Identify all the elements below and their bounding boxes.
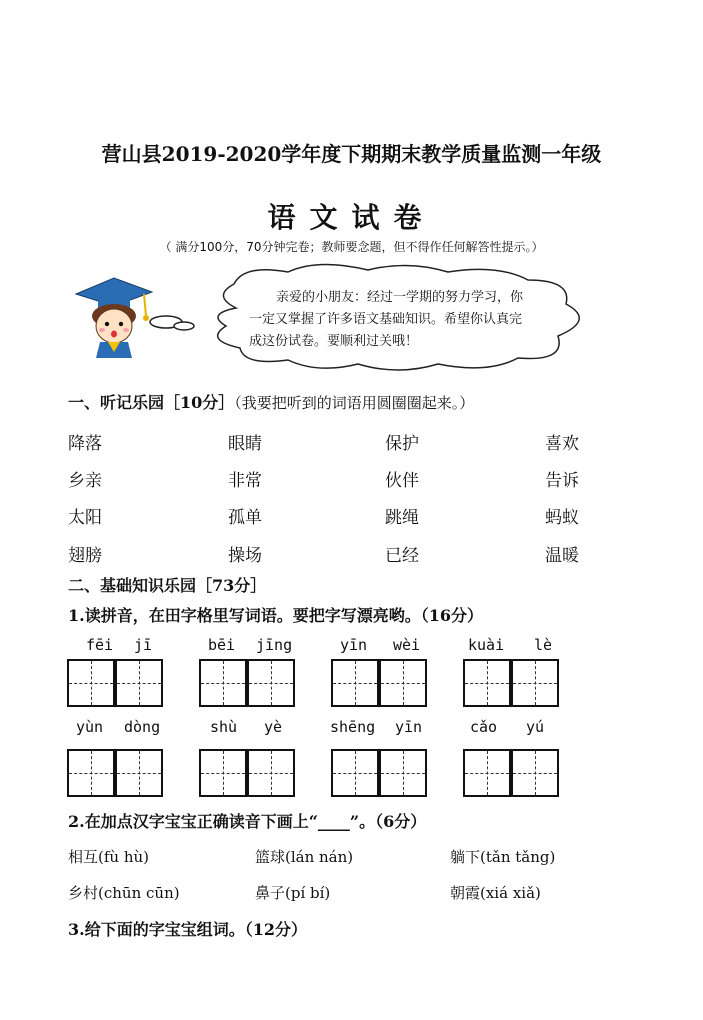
pinyin: yú xyxy=(526,718,545,736)
section-2-title: 二、基础知识乐园［73分］ xyxy=(68,576,267,595)
exam-subtitle: 语文试卷 xyxy=(267,201,436,234)
writing-grid-cell[interactable] xyxy=(331,749,379,797)
section-1-hint: （我要把听到的词语用圆圈圈起来。） xyxy=(234,394,475,412)
pinyin: kuài xyxy=(468,636,505,654)
word-4-1: 翅膀 xyxy=(68,546,102,566)
student-illustration xyxy=(72,272,156,358)
writing-grid-cell[interactable] xyxy=(247,659,295,707)
pinyin: lè xyxy=(534,636,553,654)
writing-grid-cell[interactable] xyxy=(463,659,511,707)
writing-grid-cell[interactable] xyxy=(511,749,559,797)
intro-line-1: 亲爱的小朋友：经过一学期的努力学习，你 xyxy=(276,290,524,305)
pinyin: jīng xyxy=(256,636,293,654)
word-4-2: 操场 xyxy=(228,546,262,566)
intro-line-2: 一定又掌握了许多语文基础知识。希望你认真完 xyxy=(249,312,523,327)
writing-grid-cell[interactable] xyxy=(247,749,295,797)
word-2-1: 乡亲 xyxy=(68,471,102,491)
reading-choice[interactable]: 乡村(chūn cūn) xyxy=(68,884,180,902)
writing-grid-cell[interactable] xyxy=(199,659,247,707)
pinyin: dòng xyxy=(124,718,161,736)
exam-note: （ 满分100分，70分钟完卷；教师要念题，但不得作任何解答性提示。） xyxy=(159,240,544,254)
word-3-2: 孤单 xyxy=(228,508,262,528)
word-2-2: 非常 xyxy=(228,471,262,491)
writing-grid-cell[interactable] xyxy=(379,749,427,797)
question-2: 2.在加点汉字宝宝正确读音下画上“____”。（6分） xyxy=(68,812,427,831)
word-3-1: 太阳 xyxy=(68,508,102,528)
word-4-3: 已经 xyxy=(385,546,419,566)
section-1-heading xyxy=(68,390,474,413)
pinyin: yùn xyxy=(76,718,104,736)
word-4-4: 温暖 xyxy=(545,546,579,566)
exam-title: 营山县2019-2020学年度下期期末教学质量监测一年级 xyxy=(101,142,602,166)
pinyin: jī xyxy=(134,636,153,654)
pinyin: yīn xyxy=(340,636,368,654)
word-1-2: 眼睛 xyxy=(228,434,262,454)
writing-grid-cell[interactable] xyxy=(115,749,163,797)
word-2-3: 伙伴 xyxy=(385,471,419,491)
pinyin: yīn xyxy=(395,718,423,736)
pinyin: fēi xyxy=(86,636,114,654)
word-1-3: 保护 xyxy=(385,434,419,454)
intro-line-3: 成这份试卷。要顺利过关哦！ xyxy=(249,334,419,349)
word-1-4: 喜欢 xyxy=(545,434,579,454)
reading-choice[interactable]: 相互(fù hù) xyxy=(68,848,150,866)
pinyin: cǎo xyxy=(470,718,498,736)
question-1: 1.读拼音，在田字格里写词语。要把字写漂亮哟。（16分） xyxy=(68,606,483,625)
writing-grid-cell[interactable] xyxy=(199,749,247,797)
question-3: 3.给下面的字宝宝组词。（12分） xyxy=(68,920,307,939)
writing-grid-cell[interactable] xyxy=(115,659,163,707)
reading-choice[interactable]: 朝霞(xiá xiǎ) xyxy=(450,884,541,902)
pinyin: yè xyxy=(264,718,283,736)
pinyin: wèi xyxy=(393,636,421,654)
reading-choice[interactable]: 躺下(tǎn tǎng) xyxy=(450,848,556,866)
writing-grid-cell[interactable] xyxy=(67,749,115,797)
reading-choice[interactable]: 篮球(lán nán) xyxy=(255,848,354,866)
writing-grid-cell[interactable] xyxy=(463,749,511,797)
writing-grid-cell[interactable] xyxy=(511,659,559,707)
word-2-4: 告诉 xyxy=(545,471,579,491)
reading-choice[interactable]: 鼻子(pí bí) xyxy=(255,884,331,902)
pinyin: shù xyxy=(210,718,238,736)
section-1-title: 一、听记乐园［10分］ xyxy=(68,393,235,412)
writing-grid-cell[interactable] xyxy=(379,659,427,707)
word-3-4: 蚂蚁 xyxy=(545,508,579,528)
word-1-1: 降落 xyxy=(68,434,102,454)
pinyin: bēi xyxy=(208,636,236,654)
pinyin: shēng xyxy=(330,718,376,736)
word-3-3: 跳绳 xyxy=(385,508,419,528)
writing-grid-cell[interactable] xyxy=(331,659,379,707)
writing-grid-cell[interactable] xyxy=(67,659,115,707)
